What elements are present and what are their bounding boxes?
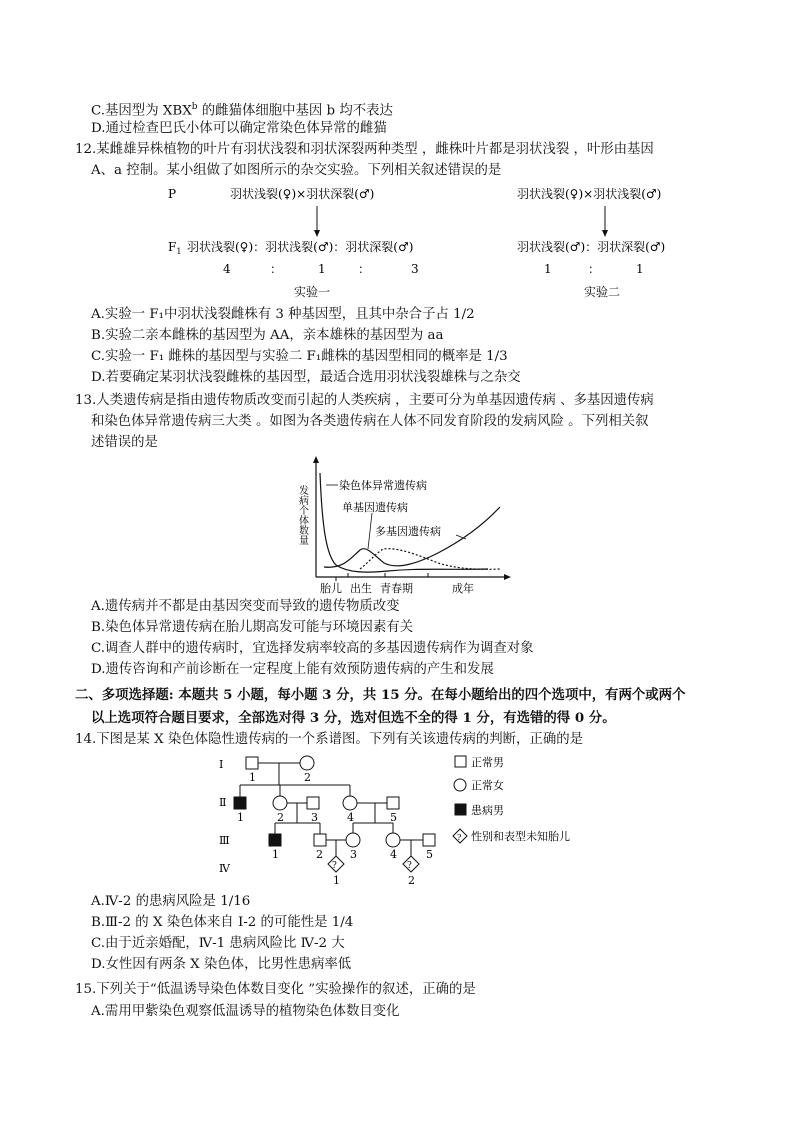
svg-text:1: 1: [237, 811, 244, 824]
q13-stem-line2: 和染色体异常遗传病三大类 。如图为各类遗传病在人体不同发育阶段的发病风险 。下列相关叙: [91, 414, 649, 429]
exp1-ratio-sep2: ：: [358, 262, 371, 276]
unknown-mark: ?: [407, 861, 412, 871]
x-puberty: 青春期: [380, 582, 413, 595]
unknown-mark: ?: [332, 861, 337, 871]
y-axis-label: 发病个体数量: [296, 485, 308, 545]
legend-affected-male: 患病男: [471, 804, 504, 817]
q13-stem-line1: 13.人类遗传病是指由遗传物质改变而引起的人类疾病 ，主要可分为单基因遗传病 、多基因遗传病: [75, 393, 654, 408]
exp1-ratio-2: 1: [318, 262, 326, 276]
p-label: P: [168, 187, 177, 201]
q12-option-b: B.实验二亲本雌株的基因型为 AA，亲本雄株的基因型为 aa: [91, 328, 444, 343]
q15-stem: 15.下列关于“低温诱导染色体数目变化 ”实验操作的叙述，正确的是: [75, 982, 476, 997]
q12-option-c: C.实验一 F₁ 雌株的基因型与实验二 F₁雌株的基因型相同的概率是 1/3: [91, 349, 508, 364]
q13-option-c: C.调查人群中的遗传病时，宜选择发病率较高的多基因遗传病作为调查对象: [91, 641, 534, 656]
exp1-ratio-1: 4: [223, 262, 231, 276]
svg-text:5: 5: [426, 848, 433, 861]
exp1-ratio-sep1: ：: [270, 262, 283, 276]
exp2-f1: 羽状浅裂(♂)：羽状深裂(♂): [517, 240, 666, 254]
svg-text:3: 3: [350, 848, 357, 861]
svg-text:2: 2: [408, 874, 415, 887]
svg-text:1: 1: [249, 771, 256, 784]
section2-line1: 二、多项选择题: 本题共 5 小题，每小题 3 分，共 15 分。在每小题给出的四个选项中，有两个或两个: [75, 687, 686, 703]
exp2-label: 实验二: [584, 285, 621, 299]
q13-option-d: D.遗传咨询和产前诊断在一定程度上能有效预防遗传病的产生和发展: [91, 662, 494, 677]
q14-pedigree: [215, 752, 595, 887]
x-birth: 出生: [350, 582, 372, 595]
chrom-label: 染色体异常遗传病: [339, 479, 427, 492]
x-fetus: 胎儿: [320, 582, 342, 595]
gen-4: Ⅳ: [219, 862, 230, 875]
q14-option-a: A.Ⅳ-2 的患病风险是 1/16: [91, 894, 251, 909]
single-label: 单基因遗传病: [342, 501, 408, 514]
q12-option-d: D.若要确定某羽状浅裂雌株的基因型，最适合选用羽状浅裂雄株与之杂交: [91, 370, 521, 385]
q13-option-b: B.染色体异常遗传病在胎儿期高发可能与环境因素有关: [91, 620, 414, 635]
exp2-cross: 羽状浅裂(♀)×羽状浅裂(♂): [517, 187, 662, 201]
gen-1: Ⅰ: [219, 758, 224, 771]
legend-unknown-fetus: 性别和表型未知胎儿: [471, 830, 570, 843]
exp2-ratio-1: 1: [544, 262, 552, 276]
exp1-f1: 羽状浅裂(♀)：羽状浅裂(♂)：羽状深裂(♂): [187, 240, 414, 254]
q12-stem-line1: 12.某雌雄异株植物的叶片有羽状浅裂和羽状深裂两种类型 ，雌株叶片都是羽状浅裂 ，叶形由基因: [75, 142, 654, 157]
option-c-top: C.基因型为 XBX$^b$ 的雌猫体细胞中基因 b 均不表达: [91, 102, 393, 119]
gen-2: Ⅱ: [219, 796, 227, 809]
legend-normal-male: 正常男: [471, 756, 504, 769]
q14-stem: 14.下图是某 X 染色体隐性遗传病的一个系谱图。下列有关该遗传病的判断，正确的是: [75, 732, 584, 747]
q14-option-c: C.由于近亲婚配，Ⅳ-1 患病风险比 Ⅳ-2 大: [91, 936, 345, 951]
q13-option-a: A.遗传病并不都是由基因突变而导致的遗传物质改变: [91, 599, 400, 614]
option-d-top: D.通过检查巴氏小体可以确定常染色体异常的雌猫: [91, 121, 387, 136]
exp2-ratio-2: 1: [636, 262, 644, 276]
exp1-ratio-3: 3: [411, 262, 419, 276]
exp1-cross: 羽状浅裂(♀)×羽状深裂(♂): [230, 187, 375, 201]
x-adult: 成年: [452, 582, 474, 595]
q12-option-a: A.实验一 F₁中羽状浅裂雌株有 3 种基因型，且其中杂合子占 1/2: [91, 307, 475, 322]
f1-label: $F_1$: [168, 240, 182, 256]
legend-normal-female: 正常女: [471, 779, 504, 792]
svg-text:2: 2: [277, 811, 284, 824]
q12-stem-line2: A、a 控制。某小组做了如图所示的杂交实验。下列相关叙述错误的是: [91, 163, 502, 178]
svg-text:2: 2: [316, 848, 323, 861]
q13-risk-chart: [288, 455, 518, 600]
q14-option-b: B.Ⅲ-2 的 X 染色体来自 Ⅰ-2 的可能性是 1/4: [91, 915, 354, 930]
svg-text:3: 3: [311, 811, 318, 824]
svg-text:5: 5: [390, 811, 397, 824]
svg-text:4: 4: [390, 848, 397, 861]
svg-text:1: 1: [272, 848, 279, 861]
svg-text:4: 4: [347, 811, 354, 824]
q15-option-a: A.需用甲紫染色观察低温诱导的植物染色体数目变化: [91, 1004, 400, 1019]
exp2-ratio-sep: ：: [588, 262, 601, 276]
svg-text:?: ?: [457, 833, 462, 842]
multi-label: 多基因遗传病: [375, 525, 441, 538]
q12-cross-diagram: [160, 180, 700, 302]
svg-text:1: 1: [333, 874, 340, 887]
exp1-label: 实验一: [294, 285, 331, 299]
section2-line2: 以上选项符合题目要求，全部选对得 3 分，选对但选不全的得 1 分，有选错的得 0 分。: [91, 710, 616, 726]
svg-text:2: 2: [304, 771, 311, 784]
q14-option-d: D.女性因有两条 X 染色体，比男性患病率低: [91, 957, 352, 972]
gen-3: Ⅲ: [219, 834, 230, 847]
q13-stem-line3: 述错误的是: [91, 435, 158, 450]
